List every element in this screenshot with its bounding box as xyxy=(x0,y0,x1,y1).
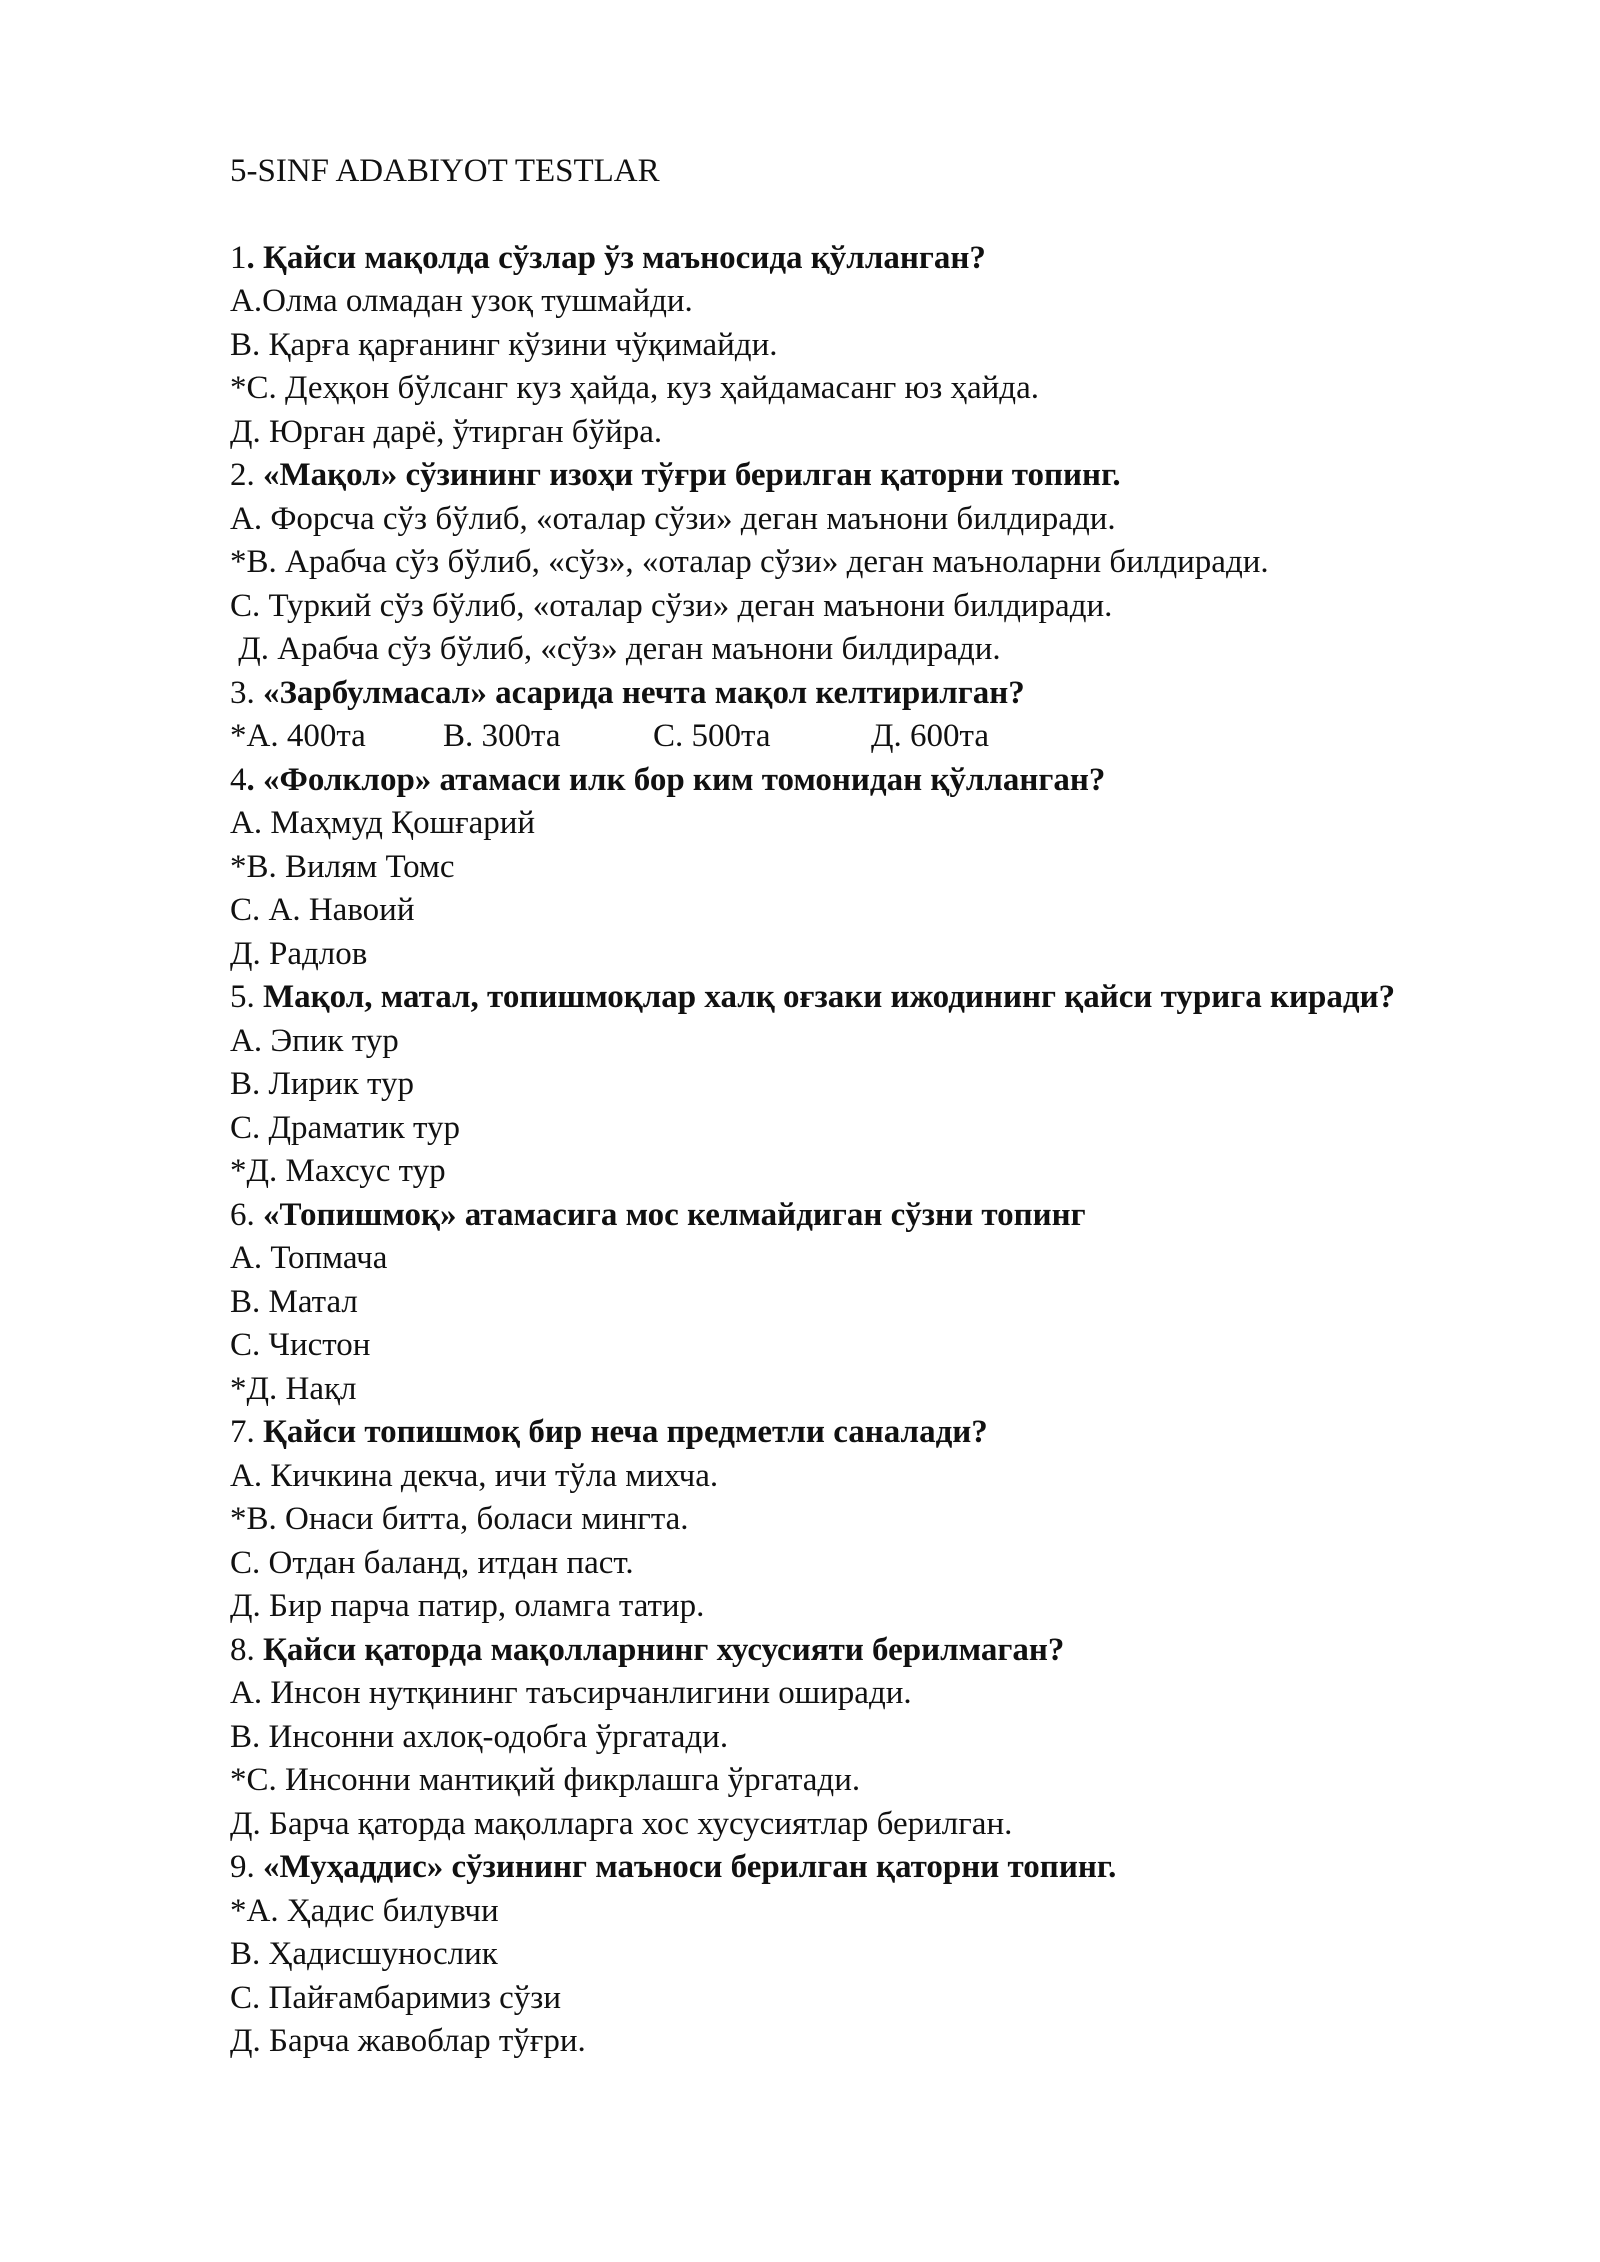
question-block xyxy=(230,1194,1495,1412)
answer-option: *С. Деҳқон бўлсанг куз ҳайда, куз ҳайдамасанг юз ҳайда. xyxy=(230,370,1039,406)
answer-option: В. Лирик тур xyxy=(230,1066,414,1102)
answer-option: *В. Онаси битта, боласи мингта. xyxy=(230,1501,689,1537)
answer-option: *А. Ҳадис билувчи xyxy=(230,1892,499,1929)
question-heading xyxy=(230,1411,1495,1455)
answer-option: В. Инсонни ахлоқ-одобга ўргатади. xyxy=(230,1718,729,1755)
question-block xyxy=(230,237,1495,455)
question-heading xyxy=(230,759,1495,803)
question-text: «Топишмоқ» атамасига мос келмайдиган сўзни топинг xyxy=(263,1196,1086,1233)
answer-option: Д. Арабча сўз бўлиб, «сўз» деган маънони билдиради. xyxy=(230,631,1001,667)
answer-option: А. Инсон нутқининг таъсирчанлигини оширади. xyxy=(230,1675,912,1711)
answer-option: С. Туркий сўз бўлиб, «оталар сўзи» деган маънони билдиради. xyxy=(230,587,1113,624)
answer-option: *В. Вилям Томс xyxy=(230,848,455,885)
question-number: 8. xyxy=(230,1631,263,1668)
question-text: Қайси қаторда мақолларнинг хусусияти берилмаган? xyxy=(263,1631,1065,1668)
question-text: «Муҳаддис» сўзининг маъноси берилган қаторни топинг. xyxy=(263,1849,1117,1885)
question-heading xyxy=(230,976,1495,1020)
answer-option: А. Форсча сўз бўлиб, «оталар сўзи» деган маънони билдиради. xyxy=(230,500,1116,537)
answer-option: С. А. Навоий xyxy=(230,892,415,928)
answer-option: Д. Барча жавоблар тўғри. xyxy=(230,2023,586,2059)
question-heading xyxy=(230,454,1495,498)
test-document xyxy=(230,150,1495,2064)
answer-option: *Д. Нақл xyxy=(230,1370,357,1407)
answer-option: С. 500та xyxy=(653,718,771,754)
question-text: «Зарбулмасал» асарида нечта мақол келтирилган? xyxy=(263,674,1025,711)
question-text: Мақол, матал, топишмоқлар халқ оғзаки ижодининг қайси турига киради? xyxy=(263,979,1396,1015)
answer-option: Д. Бир парча патир, оламга татир. xyxy=(230,1588,705,1624)
question-number: 6. xyxy=(230,1196,263,1233)
question-block xyxy=(230,454,1495,672)
question-block xyxy=(230,976,1495,1194)
question-number: 9. xyxy=(230,1849,263,1885)
answer-option: В. Қарға қарғанинг кўзини чўқимайди. xyxy=(230,326,778,363)
answer-option: С. Чистон xyxy=(230,1327,371,1363)
answer-option: А. Топмача xyxy=(230,1240,388,1276)
question-text: . Қайси мақолда сўзлар ўз маъносида қўлланган? xyxy=(246,239,986,276)
answer-option: А. Кичкина декча, ичи тўла михча. xyxy=(230,1457,719,1494)
question-number: 5. xyxy=(230,979,263,1015)
answer-option: *С. Инсонни мантиқий фикрлашга ўргатади. xyxy=(230,1762,861,1798)
question-block xyxy=(230,1629,1495,1847)
answer-option: С. Драматик тур xyxy=(230,1109,460,1146)
answer-option: *Д. Махсус тур xyxy=(230,1153,446,1189)
question-block xyxy=(230,759,1495,977)
answer-option: *В. Арабча сўз бўлиб, «сўз», «оталар сўзи» деган маъноларни билдиради. xyxy=(230,544,1269,580)
question-heading xyxy=(230,237,1495,281)
answer-option: Д. Барча қаторда мақолларга хос хусусиятлар берилган. xyxy=(230,1805,1013,1842)
question-block xyxy=(230,1411,1495,1629)
question-text: Қайси топишмоқ бир неча предметли саналади? xyxy=(263,1414,988,1450)
answer-option: В. Ҳадисшунослик xyxy=(230,1936,498,1972)
answer-option: А. Маҳмуд Қошғарий xyxy=(230,805,536,841)
question-number: 4 xyxy=(230,761,247,798)
question-heading xyxy=(230,1194,1495,1238)
question-number: 7. xyxy=(230,1414,263,1450)
question-number: 3. xyxy=(230,674,263,711)
answer-option: Д. Радлов xyxy=(230,935,368,972)
answer-option: Д. Юрган дарё, ўтирган бўйра. xyxy=(230,413,663,450)
answer-option: *А. 400та xyxy=(230,718,366,754)
document-title: 5-SINF ADABIYOT TESTLAR xyxy=(230,153,660,189)
answer-option: С. Пайғамбаримиз сўзи xyxy=(230,1979,561,2016)
question-block xyxy=(230,1846,1495,2064)
question-number: 2. xyxy=(230,457,263,493)
answer-options-row xyxy=(230,715,1495,759)
question-heading xyxy=(230,1629,1495,1673)
answer-option: С. Отдан баланд, итдан паст. xyxy=(230,1544,634,1581)
answer-option: А. Эпик тур xyxy=(230,1022,399,1059)
question-text: «Мақол» сўзининг изоҳи тўғри берилган қаторни топинг. xyxy=(263,457,1121,493)
answer-option: А.Олма олмадан узоқ тушмайди. xyxy=(230,283,693,319)
question-text: . «Фолклор» атамаси илк бор ким томонидан қўлланган? xyxy=(246,761,1106,798)
answer-option: Д. 600та xyxy=(871,718,989,754)
question-block xyxy=(230,672,1495,759)
question-heading xyxy=(230,672,1495,716)
question-number: 1 xyxy=(230,239,247,276)
question-heading xyxy=(230,1846,1495,1890)
answer-option: В. Матал xyxy=(230,1283,358,1320)
answer-option: В. 300та xyxy=(443,718,561,754)
